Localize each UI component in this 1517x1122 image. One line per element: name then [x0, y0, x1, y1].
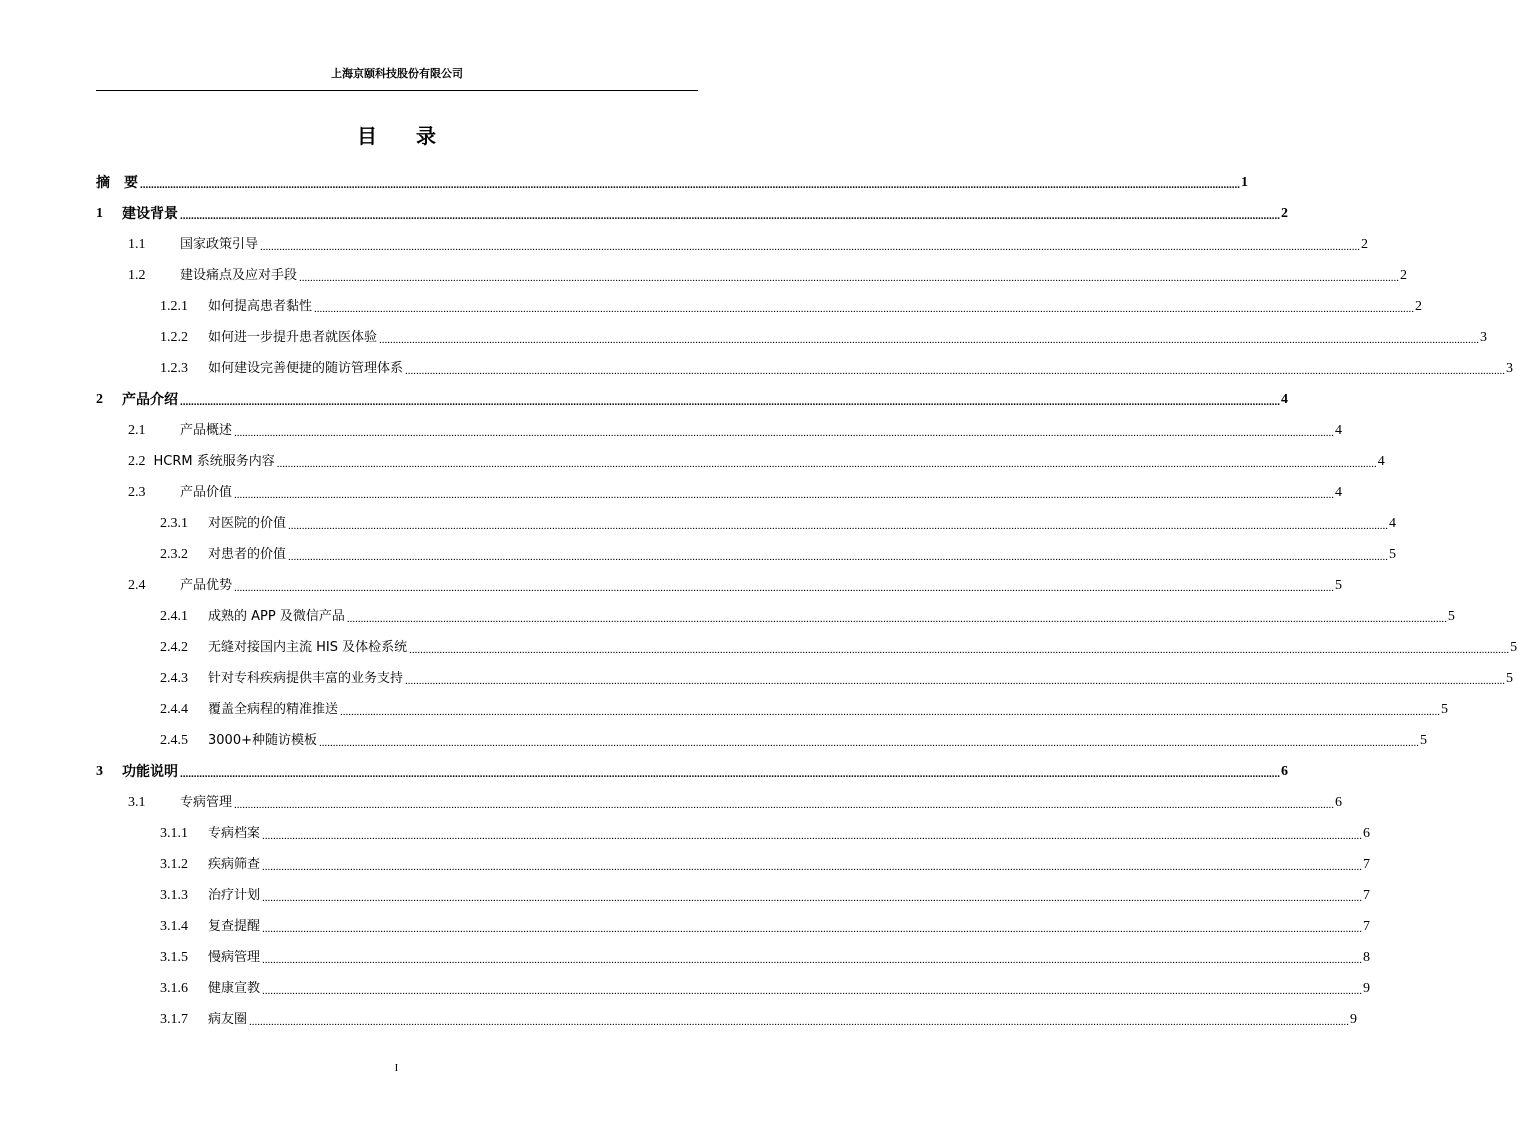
- toc-entry-page: 4: [1281, 392, 1288, 407]
- toc-entry[interactable]: [128, 575, 1343, 595]
- toc-leader-dots: ................................................................................................................................................................................................................................................................................................................................................................................................................: [180, 396, 1280, 408]
- toc-entry[interactable]: [160, 1009, 1358, 1029]
- toc-leader-dots: ................................................................................................................................................................................................................................................................................................................................................................................................................: [180, 768, 1280, 780]
- toc-entry[interactable]: [160, 730, 1427, 750]
- toc-entry-page: 6: [1335, 795, 1343, 810]
- toc-leader-dots: ................................................................................................................................................................................................................................................................................................................................................................................................................: [249, 1016, 1350, 1028]
- toc-leader-dots: ................................................................................................................................................................................................................................................................................................................................................................................................................: [405, 365, 1506, 377]
- toc-entry-page: 5: [1510, 640, 1517, 655]
- toc-entry-number: 2: [96, 392, 103, 407]
- toc-entry-number: 3.1.6: [160, 981, 188, 996]
- toc-entry-number: 3.1.5: [160, 950, 188, 965]
- toc-entry-number: 2.2: [128, 454, 146, 469]
- toc-entry-page: 9: [1363, 981, 1371, 996]
- toc-entry-label: 国家政策引导: [180, 237, 259, 252]
- toc-leader-dots: ................................................................................................................................................................................................................................................................................................................................................................................................................: [379, 334, 1480, 346]
- page-number: I: [394, 1062, 399, 1074]
- toc-entry-label: 慢病管理: [208, 950, 261, 965]
- toc-leader-dots: ................................................................................................................................................................................................................................................................................................................................................................................................................: [318, 737, 1419, 749]
- toc-entry-label: 如何进一步提升患者就医体验: [208, 330, 378, 345]
- toc-entry[interactable]: [160, 916, 1371, 936]
- toc-entry-number: 3.1.2: [160, 857, 188, 872]
- toc-entry-label: 疾病筛查: [208, 857, 261, 872]
- toc-entry-number: 1.2.3: [160, 361, 188, 376]
- toc-entry-number: 3: [96, 764, 103, 779]
- toc-entry-page: 7: [1363, 857, 1371, 872]
- toc-entry-number: 2.1: [128, 423, 146, 438]
- toc-entry-page: 5: [1419, 733, 1427, 748]
- toc-leader-dots: ................................................................................................................................................................................................................................................................................................................................................................................................................: [234, 799, 1335, 811]
- toc-entry[interactable]: [160, 854, 1371, 874]
- toc-entry-page: 9: [1350, 1012, 1358, 1027]
- toc-entry[interactable]: [160, 358, 1514, 378]
- page-footer: [0, 1062, 793, 1074]
- toc-entry-label: 治疗计划: [208, 888, 261, 903]
- toc-entry-number: 3.1.1: [160, 826, 188, 841]
- toc-entry-label: 产品价值: [180, 485, 233, 500]
- toc-leader-dots: ................................................................................................................................................................................................................................................................................................................................................................................................................: [314, 303, 1415, 315]
- toc-entry-label: 建设背景: [122, 206, 178, 222]
- toc-entry-page: 4: [1335, 423, 1343, 438]
- toc-entry-label: 如何提高患者黏性: [208, 299, 313, 314]
- toc-entry-number: 1: [96, 206, 103, 221]
- toc-entry-label: 产品介绍: [122, 392, 178, 408]
- toc-entry[interactable]: [160, 885, 1371, 905]
- page-title: 目 录: [357, 124, 452, 148]
- toc-entry[interactable]: [96, 389, 1288, 409]
- toc-entry-page: 5: [1506, 671, 1514, 686]
- toc-entry-number: 2.4.2: [160, 640, 188, 655]
- toc-entry-page: 5: [1447, 609, 1455, 624]
- toc-entry-label: 专病管理: [180, 795, 233, 810]
- toc-entry-label: 专病档案: [208, 826, 261, 841]
- toc-entry-number: 2.4.4: [160, 702, 188, 717]
- toc-leader-dots: ................................................................................................................................................................................................................................................................................................................................................................................................................: [276, 458, 1377, 470]
- toc-entry-page: 7: [1363, 888, 1371, 903]
- toc-entry-label: 产品优势: [180, 578, 233, 593]
- toc-entry-page: 3: [1506, 361, 1514, 376]
- toc-leader-dots: ................................................................................................................................................................................................................................................................................................................................................................................................................: [140, 179, 1240, 191]
- toc-entry[interactable]: [160, 699, 1449, 719]
- toc-leader-dots: ................................................................................................................................................................................................................................................................................................................................................................................................................: [260, 241, 1361, 253]
- toc-entry-number: 1.1: [128, 237, 146, 252]
- toc-leader-dots: ................................................................................................................................................................................................................................................................................................................................................................................................................: [234, 582, 1335, 594]
- toc-leader-dots: ................................................................................................................................................................................................................................................................................................................................................................................................................: [234, 489, 1335, 501]
- toc-entry-page: 4: [1389, 516, 1397, 531]
- toc-entry-label: 如何建设完善便捷的随访管理体系: [208, 361, 404, 376]
- toc-leader-dots: ................................................................................................................................................................................................................................................................................................................................................................................................................: [262, 861, 1363, 873]
- toc-entry-number: 3.1: [128, 795, 146, 810]
- toc-entry-label: 产品概述: [180, 423, 233, 438]
- toc-entry-number: 2.4.3: [160, 671, 188, 686]
- toc-entry-label: 摘 要: [96, 175, 138, 191]
- toc-entry-number: 3.1.4: [160, 919, 188, 934]
- toc-entry-number: 1.2.1: [160, 299, 188, 314]
- toc-entry[interactable]: [160, 668, 1514, 688]
- toc-entry[interactable]: [128, 234, 1369, 254]
- toc-entry-label: 病友圈: [208, 1012, 248, 1027]
- toc-entry-number: 2.4.5: [160, 733, 188, 748]
- toc-entry-label: 功能说明: [122, 764, 178, 780]
- toc-entry-label: 3000+种随访模板: [208, 733, 317, 748]
- toc-leader-dots: ................................................................................................................................................................................................................................................................................................................................................................................................................: [262, 985, 1363, 997]
- toc-entry-number: 1.2.2: [160, 330, 188, 345]
- toc-entry[interactable]: [96, 203, 1288, 223]
- toc-entry-page: 2: [1361, 237, 1369, 252]
- company-name: 上海京颐科技股份有限公司: [331, 67, 463, 80]
- toc-leader-dots: ................................................................................................................................................................................................................................................................................................................................................................................................................: [262, 892, 1363, 904]
- toc-entry-number: 1.2: [128, 268, 146, 283]
- toc-entry-page: 6: [1363, 826, 1371, 841]
- toc-entry[interactable]: [128, 420, 1343, 440]
- toc-entry[interactable]: [128, 265, 1408, 285]
- toc-leader-dots: ................................................................................................................................................................................................................................................................................................................................................................................................................: [409, 644, 1510, 656]
- toc-entry-page: 5: [1335, 578, 1343, 593]
- toc-leader-dots: ................................................................................................................................................................................................................................................................................................................................................................................................................: [262, 954, 1363, 966]
- toc-entry[interactable]: [160, 327, 1488, 347]
- toc-entry-label: 对患者的价值: [208, 547, 287, 562]
- toc-entry-number: 3.1.7: [160, 1012, 188, 1027]
- toc-entry-label: 建设痛点及应对手段: [180, 268, 298, 283]
- toc-entry-page: 4: [1335, 485, 1343, 500]
- toc-entry[interactable]: [160, 296, 1423, 316]
- toc-entry-page: 6: [1281, 764, 1288, 779]
- toc-entry-label: 覆盖全病程的精准推送: [208, 702, 339, 717]
- toc-entry-page: 4: [1377, 454, 1385, 469]
- toc-entry-number: 2.3.1: [160, 516, 188, 531]
- toc-leader-dots: ................................................................................................................................................................................................................................................................................................................................................................................................................: [234, 427, 1335, 439]
- toc-entry-page: 2: [1415, 299, 1423, 314]
- toc-entry-label: 对医院的价值: [208, 516, 287, 531]
- toc-entry-page: 2: [1400, 268, 1408, 283]
- toc-entry-label: HCRM 系统服务内容: [153, 454, 275, 469]
- toc-entry[interactable]: [160, 606, 1455, 626]
- toc-entry[interactable]: [160, 978, 1371, 998]
- toc-entry-label: 针对专科疾病提供丰富的业务支持: [208, 671, 404, 686]
- toc-leader-dots: ................................................................................................................................................................................................................................................................................................................................................................................................................: [288, 551, 1389, 563]
- toc-entry-page: 8: [1363, 950, 1371, 965]
- toc-entry-page: 5: [1441, 702, 1449, 717]
- toc-entry-label: 无缝对接国内主流 HIS 及体检系统: [208, 640, 408, 655]
- toc-leader-dots: ................................................................................................................................................................................................................................................................................................................................................................................................................: [262, 923, 1363, 935]
- toc-entry-label: 健康宣教: [208, 981, 261, 996]
- toc-leader-dots: ................................................................................................................................................................................................................................................................................................................................................................................................................: [299, 272, 1400, 284]
- toc-entry-number: 2.4.1: [160, 609, 188, 624]
- toc-leader-dots: ................................................................................................................................................................................................................................................................................................................................................................................................................: [340, 706, 1441, 718]
- toc-entry-label: 成熟的 APP 及微信产品: [208, 609, 345, 624]
- toc-leader-dots: ................................................................................................................................................................................................................................................................................................................................................................................................................: [346, 613, 1447, 625]
- toc-entry-number: 2.4: [128, 578, 146, 593]
- toc-entry[interactable]: [160, 513, 1397, 533]
- toc-entry-number: 2.3: [128, 485, 146, 500]
- toc-entry[interactable]: [160, 637, 1517, 657]
- toc-entry[interactable]: [128, 451, 1385, 471]
- toc-leader-dots: ................................................................................................................................................................................................................................................................................................................................................................................................................: [405, 675, 1506, 687]
- toc-entry[interactable]: [160, 947, 1371, 967]
- toc-entry-page: 7: [1363, 919, 1371, 934]
- toc-entry[interactable]: [128, 792, 1343, 812]
- toc-entry-label: 复查提醒: [208, 919, 261, 934]
- toc-leader-dots: ................................................................................................................................................................................................................................................................................................................................................................................................................: [180, 210, 1280, 222]
- toc-entry-number: 2.3.2: [160, 547, 188, 562]
- toc-entry-page: 5: [1389, 547, 1397, 562]
- toc-leader-dots: ................................................................................................................................................................................................................................................................................................................................................................................................................: [288, 520, 1389, 532]
- toc-entry[interactable]: [160, 544, 1397, 564]
- toc-entry-page: 2: [1281, 206, 1288, 221]
- toc-entry[interactable]: [96, 172, 1248, 192]
- toc-entry[interactable]: [96, 761, 1288, 781]
- toc-entry[interactable]: [160, 823, 1371, 843]
- toc-entry-number: 3.1.3: [160, 888, 188, 903]
- toc-leader-dots: ................................................................................................................................................................................................................................................................................................................................................................................................................: [262, 830, 1363, 842]
- toc-entry-page: 1: [1241, 175, 1248, 190]
- toc-entry[interactable]: [128, 482, 1343, 502]
- toc-entry-page: 3: [1480, 330, 1488, 345]
